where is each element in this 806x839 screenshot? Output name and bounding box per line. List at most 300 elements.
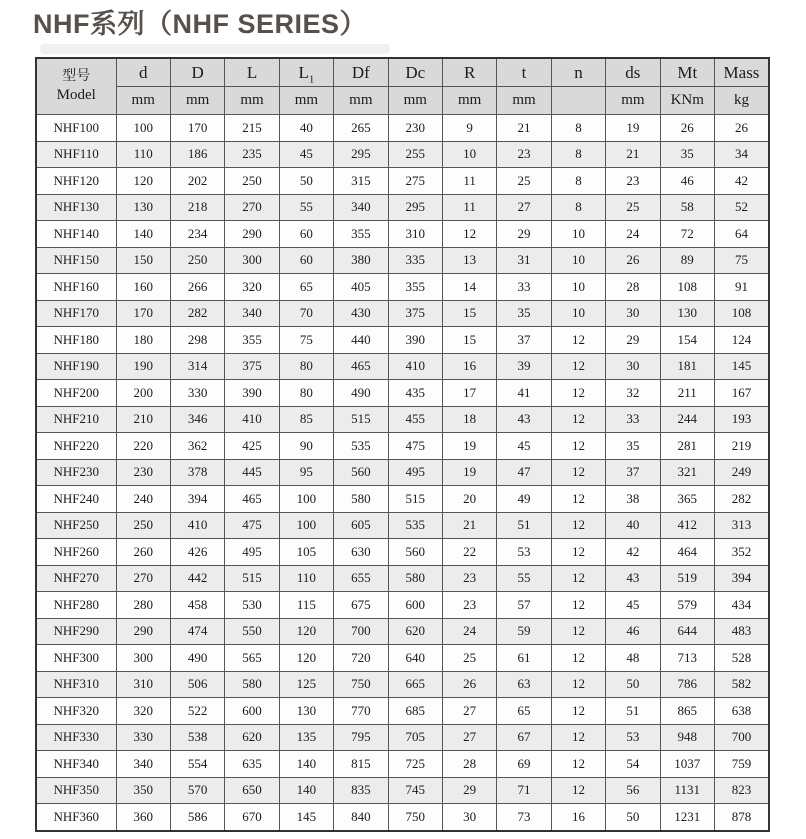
value-cell-L: 445 [225,459,279,486]
value-cell-L1: 100 [279,512,333,539]
table-row [36,300,769,327]
value-cell-D: 490 [170,645,224,672]
value-cell-L: 670 [225,804,279,831]
value-cell-t: 33 [497,274,551,301]
value-cell-L1: 120 [279,645,333,672]
value-cell-L: 320 [225,274,279,301]
model-header-en: Model [56,86,96,103]
model-cell: NHF180 [36,327,116,354]
value-cell-t: 59 [497,618,551,645]
value-cell-Df: 750 [334,671,388,698]
value-cell-Df: 515 [334,406,388,433]
value-cell-L: 270 [225,194,279,221]
table-row [36,618,769,645]
table-row [36,141,769,168]
model-cell: NHF280 [36,592,116,619]
value-cell-Mass: 91 [714,274,769,301]
value-cell-ds: 40 [606,512,660,539]
value-cell-Dc: 410 [388,353,442,380]
value-cell-D: 586 [170,804,224,831]
table-row [36,486,769,513]
value-cell-d: 120 [116,168,170,195]
value-cell-d: 170 [116,300,170,327]
value-cell-Mass: 34 [714,141,769,168]
value-cell-Df: 295 [334,141,388,168]
value-cell-D: 362 [170,433,224,460]
value-cell-d: 360 [116,804,170,831]
value-cell-d: 320 [116,698,170,725]
value-cell-Dc: 275 [388,168,442,195]
value-cell-Df: 835 [334,777,388,804]
value-cell-Dc: 560 [388,539,442,566]
value-cell-R: 27 [442,724,496,751]
column-header-ds: ds [606,58,660,87]
table-header [36,58,769,115]
value-cell-R: 29 [442,777,496,804]
value-cell-L: 250 [225,168,279,195]
value-cell-Mass: 42 [714,168,769,195]
value-cell-t: 63 [497,671,551,698]
value-cell-Mass: 282 [714,486,769,513]
value-cell-Dc: 375 [388,300,442,327]
value-cell-D: 538 [170,724,224,751]
value-cell-L: 475 [225,512,279,539]
value-cell-L1: 135 [279,724,333,751]
value-cell-R: 28 [442,751,496,778]
value-cell-Df: 605 [334,512,388,539]
value-cell-D: 522 [170,698,224,725]
unit-header-d: mm [116,87,170,115]
value-cell-L: 300 [225,247,279,274]
value-cell-R: 11 [442,194,496,221]
value-cell-Dc: 310 [388,221,442,248]
value-cell-d: 150 [116,247,170,274]
value-cell-L: 600 [225,698,279,725]
value-cell-ds: 54 [606,751,660,778]
value-cell-n: 12 [551,698,605,725]
value-cell-D: 458 [170,592,224,619]
value-cell-n: 12 [551,327,605,354]
value-cell-R: 19 [442,459,496,486]
table-row [36,539,769,566]
value-cell-R: 18 [442,406,496,433]
value-cell-Mt: 72 [660,221,714,248]
value-cell-Mt: 865 [660,698,714,725]
value-cell-d: 340 [116,751,170,778]
value-cell-d: 160 [116,274,170,301]
model-cell: NHF220 [36,433,116,460]
header-unit-row [36,87,769,115]
value-cell-Df: 355 [334,221,388,248]
value-cell-t: 21 [497,115,551,142]
model-cell: NHF300 [36,645,116,672]
model-cell: NHF270 [36,565,116,592]
value-cell-d: 100 [116,115,170,142]
value-cell-Dc: 535 [388,512,442,539]
value-cell-t: 23 [497,141,551,168]
value-cell-Mass: 249 [714,459,769,486]
value-cell-L1: 60 [279,221,333,248]
value-cell-L1: 120 [279,618,333,645]
value-cell-Mt: 321 [660,459,714,486]
value-cell-L1: 140 [279,751,333,778]
table-row [36,274,769,301]
value-cell-ds: 32 [606,380,660,407]
value-cell-Mt: 130 [660,300,714,327]
value-cell-L: 425 [225,433,279,460]
value-cell-Mt: 1231 [660,804,714,831]
value-cell-L1: 140 [279,777,333,804]
value-cell-t: 55 [497,565,551,592]
value-cell-n: 10 [551,247,605,274]
value-cell-Mass: 352 [714,539,769,566]
value-cell-Mass: 823 [714,777,769,804]
column-header-R: R [442,58,496,87]
value-cell-t: 35 [497,300,551,327]
value-cell-D: 410 [170,512,224,539]
value-cell-D: 282 [170,300,224,327]
value-cell-L1: 60 [279,247,333,274]
table-row [36,565,769,592]
value-cell-ds: 38 [606,486,660,513]
value-cell-Mass: 700 [714,724,769,751]
value-cell-R: 23 [442,565,496,592]
model-cell: NHF150 [36,247,116,274]
value-cell-Mt: 464 [660,539,714,566]
value-cell-d: 180 [116,327,170,354]
value-cell-Mass: 759 [714,751,769,778]
value-cell-Mass: 193 [714,406,769,433]
column-header-model [36,58,116,115]
value-cell-Mass: 878 [714,804,769,831]
value-cell-n: 12 [551,433,605,460]
value-cell-ds: 46 [606,618,660,645]
value-cell-L1: 90 [279,433,333,460]
value-cell-t: 31 [497,247,551,274]
model-cell: NHF110 [36,141,116,168]
value-cell-Df: 405 [334,274,388,301]
value-cell-Df: 815 [334,751,388,778]
value-cell-ds: 56 [606,777,660,804]
value-cell-Df: 490 [334,380,388,407]
column-header-Df: Df [334,58,388,87]
value-cell-ds: 28 [606,274,660,301]
value-cell-Mt: 644 [660,618,714,645]
value-cell-ds: 53 [606,724,660,751]
value-cell-n: 12 [551,380,605,407]
value-cell-R: 16 [442,353,496,380]
value-cell-n: 12 [551,618,605,645]
value-cell-Df: 655 [334,565,388,592]
value-cell-Df: 675 [334,592,388,619]
value-cell-R: 12 [442,221,496,248]
value-cell-Mt: 46 [660,168,714,195]
model-cell: NHF160 [36,274,116,301]
value-cell-Mass: 638 [714,698,769,725]
value-cell-D: 234 [170,221,224,248]
value-cell-n: 12 [551,406,605,433]
model-cell: NHF320 [36,698,116,725]
value-cell-Mt: 1037 [660,751,714,778]
value-cell-d: 110 [116,141,170,168]
value-cell-n: 8 [551,194,605,221]
table-row [36,406,769,433]
value-cell-n: 8 [551,115,605,142]
value-cell-D: 266 [170,274,224,301]
value-cell-ds: 26 [606,247,660,274]
value-cell-Mt: 579 [660,592,714,619]
value-cell-t: 69 [497,751,551,778]
model-cell: NHF330 [36,724,116,751]
value-cell-L1: 115 [279,592,333,619]
value-cell-D: 330 [170,380,224,407]
model-cell: NHF250 [36,512,116,539]
value-cell-R: 14 [442,274,496,301]
table-row [36,247,769,274]
value-cell-Mt: 154 [660,327,714,354]
value-cell-R: 26 [442,671,496,698]
value-cell-ds: 33 [606,406,660,433]
value-cell-Df: 535 [334,433,388,460]
table-row [36,777,769,804]
value-cell-L1: 45 [279,141,333,168]
unit-header-ds: mm [606,87,660,115]
value-cell-ds: 23 [606,168,660,195]
value-cell-Dc: 255 [388,141,442,168]
value-cell-D: 442 [170,565,224,592]
table-row [36,645,769,672]
value-cell-L1: 80 [279,353,333,380]
value-cell-Dc: 455 [388,406,442,433]
table-row [36,221,769,248]
value-cell-n: 16 [551,804,605,831]
value-cell-n: 12 [551,592,605,619]
value-cell-L: 530 [225,592,279,619]
value-cell-t: 29 [497,221,551,248]
value-cell-n: 12 [551,645,605,672]
value-cell-Dc: 640 [388,645,442,672]
value-cell-Df: 265 [334,115,388,142]
value-cell-Df: 380 [334,247,388,274]
value-cell-L: 290 [225,221,279,248]
value-cell-ds: 30 [606,353,660,380]
value-cell-ds: 50 [606,804,660,831]
column-header-t: t [497,58,551,87]
value-cell-D: 426 [170,539,224,566]
value-cell-t: 51 [497,512,551,539]
value-cell-d: 130 [116,194,170,221]
model-cell: NHF200 [36,380,116,407]
value-cell-L: 410 [225,406,279,433]
scan-artifact [40,44,390,54]
value-cell-ds: 50 [606,671,660,698]
value-cell-R: 25 [442,645,496,672]
value-cell-t: 49 [497,486,551,513]
value-cell-Df: 770 [334,698,388,725]
value-cell-Dc: 620 [388,618,442,645]
model-cell: NHF140 [36,221,116,248]
value-cell-D: 218 [170,194,224,221]
value-cell-D: 570 [170,777,224,804]
unit-header-D: mm [170,87,224,115]
value-cell-ds: 48 [606,645,660,672]
value-cell-Mass: 313 [714,512,769,539]
value-cell-L1: 110 [279,565,333,592]
value-cell-L: 375 [225,353,279,380]
spec-table [35,57,770,832]
value-cell-Mass: 26 [714,115,769,142]
value-cell-L1: 70 [279,300,333,327]
value-cell-d: 240 [116,486,170,513]
value-cell-L1: 100 [279,486,333,513]
value-cell-L: 235 [225,141,279,168]
value-cell-D: 298 [170,327,224,354]
model-cell: NHF120 [36,168,116,195]
table-row [36,459,769,486]
value-cell-D: 250 [170,247,224,274]
table-row [36,168,769,195]
table-row [36,804,769,831]
value-cell-d: 300 [116,645,170,672]
value-cell-d: 200 [116,380,170,407]
value-cell-Mass: 64 [714,221,769,248]
value-cell-Mass: 219 [714,433,769,460]
value-cell-L1: 55 [279,194,333,221]
value-cell-L: 635 [225,751,279,778]
value-cell-Mt: 58 [660,194,714,221]
value-cell-Dc: 725 [388,751,442,778]
value-cell-L1: 125 [279,671,333,698]
model-cell: NHF100 [36,115,116,142]
value-cell-Df: 580 [334,486,388,513]
value-cell-Mass: 582 [714,671,769,698]
unit-header-n [551,87,605,115]
value-cell-ds: 30 [606,300,660,327]
model-cell: NHF190 [36,353,116,380]
value-cell-t: 65 [497,698,551,725]
value-cell-t: 73 [497,804,551,831]
table-row [36,115,769,142]
value-cell-D: 506 [170,671,224,698]
value-cell-Df: 465 [334,353,388,380]
value-cell-d: 260 [116,539,170,566]
table-row [36,327,769,354]
unit-header-L1: mm [279,87,333,115]
value-cell-t: 53 [497,539,551,566]
value-cell-Dc: 750 [388,804,442,831]
value-cell-ds: 19 [606,115,660,142]
value-cell-d: 210 [116,406,170,433]
value-cell-D: 346 [170,406,224,433]
value-cell-Mt: 89 [660,247,714,274]
table-row [36,380,769,407]
value-cell-Mass: 108 [714,300,769,327]
value-cell-n: 10 [551,274,605,301]
model-cell: NHF340 [36,751,116,778]
value-cell-t: 45 [497,433,551,460]
value-cell-Mass: 167 [714,380,769,407]
value-cell-ds: 43 [606,565,660,592]
unit-header-Df: mm [334,87,388,115]
value-cell-d: 140 [116,221,170,248]
value-cell-ds: 29 [606,327,660,354]
value-cell-Mass: 145 [714,353,769,380]
value-cell-R: 23 [442,592,496,619]
value-cell-ds: 51 [606,698,660,725]
value-cell-Dc: 475 [388,433,442,460]
unit-header-R: mm [442,87,496,115]
column-header-D: D [170,58,224,87]
value-cell-Dc: 745 [388,777,442,804]
value-cell-R: 30 [442,804,496,831]
value-cell-R: 15 [442,327,496,354]
table-row [36,194,769,221]
value-cell-Df: 700 [334,618,388,645]
table-row [36,592,769,619]
value-cell-Mass: 528 [714,645,769,672]
unit-header-Mass: kg [714,87,769,115]
value-cell-D: 394 [170,486,224,513]
model-cell: NHF240 [36,486,116,513]
value-cell-Mass: 52 [714,194,769,221]
header-name-row [36,58,769,87]
table-row [36,671,769,698]
value-cell-t: 43 [497,406,551,433]
unit-header-L: mm [225,87,279,115]
value-cell-d: 350 [116,777,170,804]
value-cell-Dc: 295 [388,194,442,221]
value-cell-Dc: 390 [388,327,442,354]
value-cell-t: 47 [497,459,551,486]
value-cell-L1: 65 [279,274,333,301]
value-cell-ds: 35 [606,433,660,460]
value-cell-t: 57 [497,592,551,619]
value-cell-L1: 85 [279,406,333,433]
value-cell-t: 71 [497,777,551,804]
model-header-cn: 型号 [62,68,91,84]
value-cell-Mt: 244 [660,406,714,433]
table-row [36,433,769,460]
value-cell-t: 25 [497,168,551,195]
value-cell-Mass: 483 [714,618,769,645]
table-row [36,724,769,751]
value-cell-L1: 50 [279,168,333,195]
value-cell-n: 12 [551,724,605,751]
unit-header-Dc: mm [388,87,442,115]
value-cell-Mt: 1131 [660,777,714,804]
model-cell: NHF290 [36,618,116,645]
value-cell-L: 515 [225,565,279,592]
value-cell-Dc: 665 [388,671,442,698]
value-cell-D: 170 [170,115,224,142]
value-cell-R: 20 [442,486,496,513]
value-cell-L: 620 [225,724,279,751]
value-cell-n: 12 [551,565,605,592]
value-cell-L: 215 [225,115,279,142]
value-cell-R: 22 [442,539,496,566]
value-cell-L: 650 [225,777,279,804]
model-cell: NHF230 [36,459,116,486]
value-cell-L: 580 [225,671,279,698]
value-cell-R: 19 [442,433,496,460]
value-cell-Mt: 519 [660,565,714,592]
value-cell-L1: 105 [279,539,333,566]
column-header-Mt: Mt [660,58,714,87]
value-cell-d: 190 [116,353,170,380]
value-cell-Dc: 230 [388,115,442,142]
value-cell-Mt: 181 [660,353,714,380]
value-cell-Mt: 35 [660,141,714,168]
